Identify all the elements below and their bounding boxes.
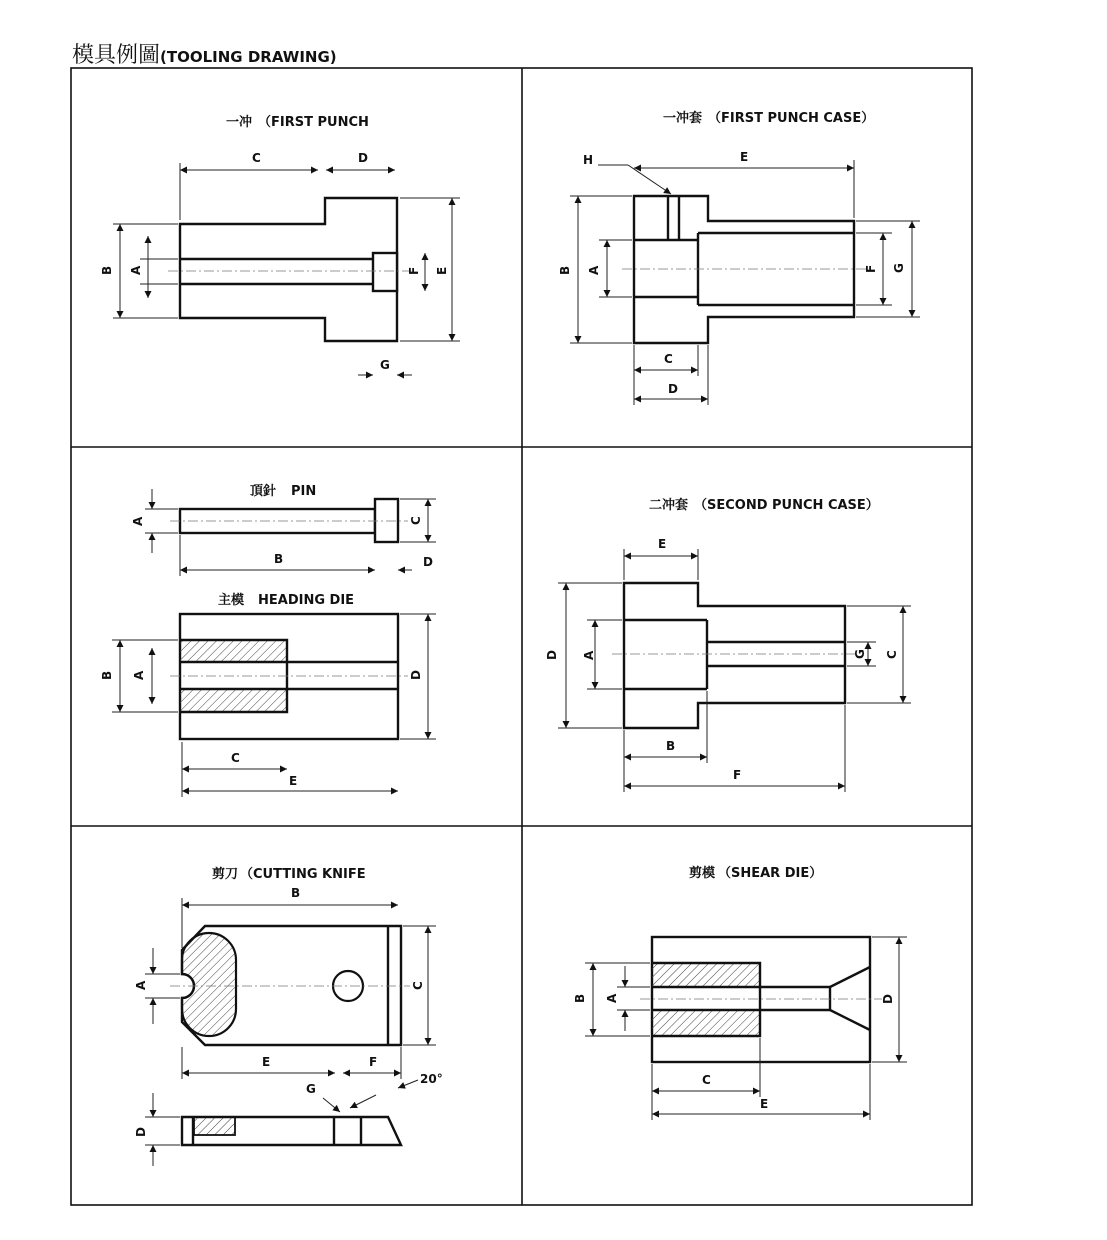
first-punch-case-title-cn: 一冲套	[663, 111, 703, 126]
first-punch-case-dim-f: F	[864, 264, 878, 273]
pin-head	[375, 499, 398, 542]
first-punch-case-dim-h: H	[583, 153, 594, 167]
first-punch-title-cn: 一冲	[226, 115, 253, 130]
shear-die-dim-e: E	[760, 1097, 769, 1111]
panel-shear-die	[573, 865, 907, 1120]
page-title-cn: 模具例圖	[72, 43, 161, 68]
pin-title-cn: 頂針	[250, 484, 277, 499]
cutting-knife-dim-d: D	[134, 1127, 148, 1137]
first-punch-dim-b: B	[100, 265, 114, 275]
first-punch-dim-f: F	[407, 266, 421, 275]
second-punch-case-dim-d: D	[545, 650, 559, 660]
second-punch-case-dim-g: G	[853, 649, 867, 659]
shear-die-dim-c: C	[702, 1073, 711, 1087]
pin-dim-d: D	[423, 555, 433, 569]
shear-die-dim-d: D	[881, 994, 895, 1004]
second-punch-case-dim-b: B	[666, 739, 676, 753]
first-punch-title-en: （FIRST PUNCH	[258, 115, 369, 130]
cutting-knife-insert	[182, 933, 236, 1036]
panel-second-punch-case	[545, 497, 911, 792]
second-punch-case-dim-c: C	[885, 650, 899, 659]
second-punch-case-body	[624, 583, 845, 728]
shear-die-title-en: （SHEAR DIE）	[718, 866, 823, 881]
panel-cutting-knife	[134, 866, 443, 1166]
pin-dim-b: B	[274, 552, 284, 566]
first-punch-tip	[373, 253, 397, 291]
panel-first-punch-case	[558, 110, 920, 405]
second-punch-case-title-en: （SECOND PUNCH CASE）	[694, 498, 879, 513]
second-punch-case-dim-e: E	[658, 537, 667, 551]
first-punch-dim-a: A	[129, 265, 143, 275]
heading-die-title-en: HEADING DIE	[258, 593, 355, 608]
pin-dim-a: A	[131, 516, 145, 526]
first-punch-dim-c: C	[252, 151, 261, 165]
heading-die-dim-e: E	[289, 774, 298, 788]
shear-die-dim-a: A	[605, 993, 619, 1003]
shear-die-title-cn: 剪模	[689, 866, 716, 881]
heading-die-title-cn: 主模	[218, 593, 245, 608]
shear-die-dim-b: B	[573, 993, 587, 1003]
first-punch-case-dim-a: A	[587, 265, 601, 275]
first-punch-case-title-en: （FIRST PUNCH CASE）	[708, 111, 875, 126]
first-punch-dim-d: D	[358, 151, 368, 165]
cutting-knife-title-en: （CUTTING KNIFE	[240, 867, 366, 882]
page-title-en: (TOOLING DRAWING)	[160, 48, 337, 66]
cutting-knife-dim-g: G	[306, 1082, 316, 1096]
first-punch-dim-e: E	[435, 266, 449, 275]
cutting-knife-dim-c: C	[411, 981, 425, 990]
second-punch-case-title-cn: 二冲套	[649, 498, 689, 513]
second-punch-case-dim-f: F	[733, 768, 742, 782]
cutting-knife-angle: 20°	[420, 1072, 443, 1086]
first-punch-case-dim-g: G	[892, 263, 906, 273]
cutting-knife-dim-e: E	[262, 1055, 271, 1069]
first-punch-case-dim-c: C	[664, 352, 673, 366]
heading-die-dim-d: D	[409, 670, 423, 680]
pin-dim-c: C	[409, 516, 423, 525]
cutting-knife-title-cn: 剪刀	[212, 867, 239, 882]
heading-die-dim-a: A	[132, 670, 146, 680]
heading-die-dim-c: C	[231, 751, 240, 765]
second-punch-case-dim-a: A	[582, 650, 596, 660]
panel-first-punch	[100, 114, 460, 375]
cutting-knife-dim-f: F	[369, 1055, 378, 1069]
first-punch-case-dim-b: B	[558, 265, 572, 275]
first-punch-case-dim-d: D	[668, 382, 678, 396]
heading-die-body	[180, 614, 398, 739]
panel-pin	[131, 483, 436, 576]
heading-die-dim-b: B	[100, 670, 114, 680]
cutting-knife-dim-b: B	[291, 886, 301, 900]
first-punch-case-dim-e: E	[740, 150, 749, 164]
cutting-knife-dim-a: A	[134, 980, 148, 990]
pin-title-en: PIN	[291, 484, 317, 499]
first-punch-dim-g: G	[380, 358, 390, 372]
first-punch-body	[180, 198, 397, 341]
panel-heading-die	[100, 592, 436, 797]
